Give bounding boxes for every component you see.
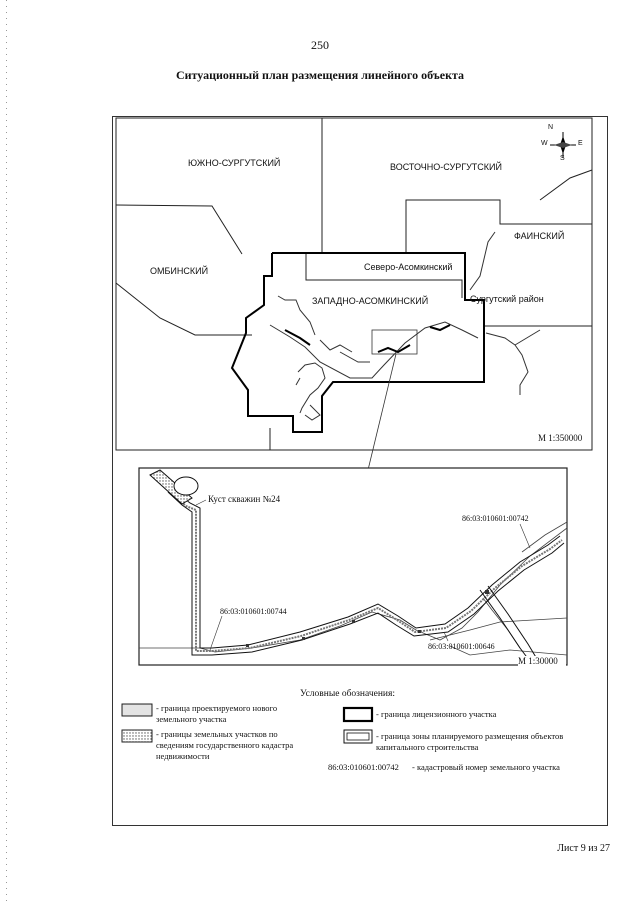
legend-item-license-boundary: - граница лицензионного участка xyxy=(376,709,497,719)
page-title: Ситуационный план размещения линейного объекта xyxy=(175,68,465,82)
region-north-asomkin: Северо-Асомкинский xyxy=(364,262,453,272)
region-west-asomkin: ЗАПАДНО-АСОМКИНСКИЙ xyxy=(312,296,429,306)
region-south-surgut: ЮЖНО-СУРГУТСКИЙ xyxy=(188,158,281,168)
parcel-00646-label: 86:03:010601:00646 xyxy=(428,642,495,651)
compass-n-label: N xyxy=(548,124,554,131)
region-east-surgut: ВОСТОЧНО-СУРГУТСКИЙ xyxy=(390,162,502,172)
compass-w-label: W xyxy=(541,140,548,147)
page-number: 250 xyxy=(311,38,329,52)
legend-title: Условные обозначения: xyxy=(300,689,396,699)
legend-cadastral-example: 86:03:010601:00742 xyxy=(328,762,399,772)
region-ombinsky: ОМБИНСКИЙ xyxy=(150,266,209,276)
compass-s-label: S xyxy=(560,155,565,162)
parcel-00744-label: 86:03:010601:00744 xyxy=(220,607,287,616)
legend-item-cadastre-parcels: - границы земельных участков по сведениям государственного кадастра недвижимости xyxy=(156,729,294,761)
well-pad-label: Куст скважин №24 xyxy=(208,494,281,504)
sheet-number: Лист 9 из 27 xyxy=(557,843,610,854)
detail-border xyxy=(139,468,567,665)
overview-scale: М 1:350000 xyxy=(538,433,583,443)
inset-leader xyxy=(368,354,396,470)
region-fainsky: ФАИНСКИЙ xyxy=(514,231,565,241)
detail-map xyxy=(139,468,567,665)
legend-item-new-parcel: - граница проектируемого нового земельного участка xyxy=(156,703,278,724)
parcel-00742-label: 86:03:010601:00742 xyxy=(462,514,529,523)
detail-scale: М 1:30000 xyxy=(518,656,566,666)
legend-cadastral-desc: - кадастровый номер земельного участка xyxy=(412,762,560,772)
legend-item-planned-zone: - граница зоны планируемого размещения объектов капитального строительства xyxy=(376,731,564,752)
compass-e-label: E xyxy=(578,140,583,147)
region-surgut-district: Сургутский район xyxy=(470,294,544,304)
pipeline-thick xyxy=(285,325,450,352)
